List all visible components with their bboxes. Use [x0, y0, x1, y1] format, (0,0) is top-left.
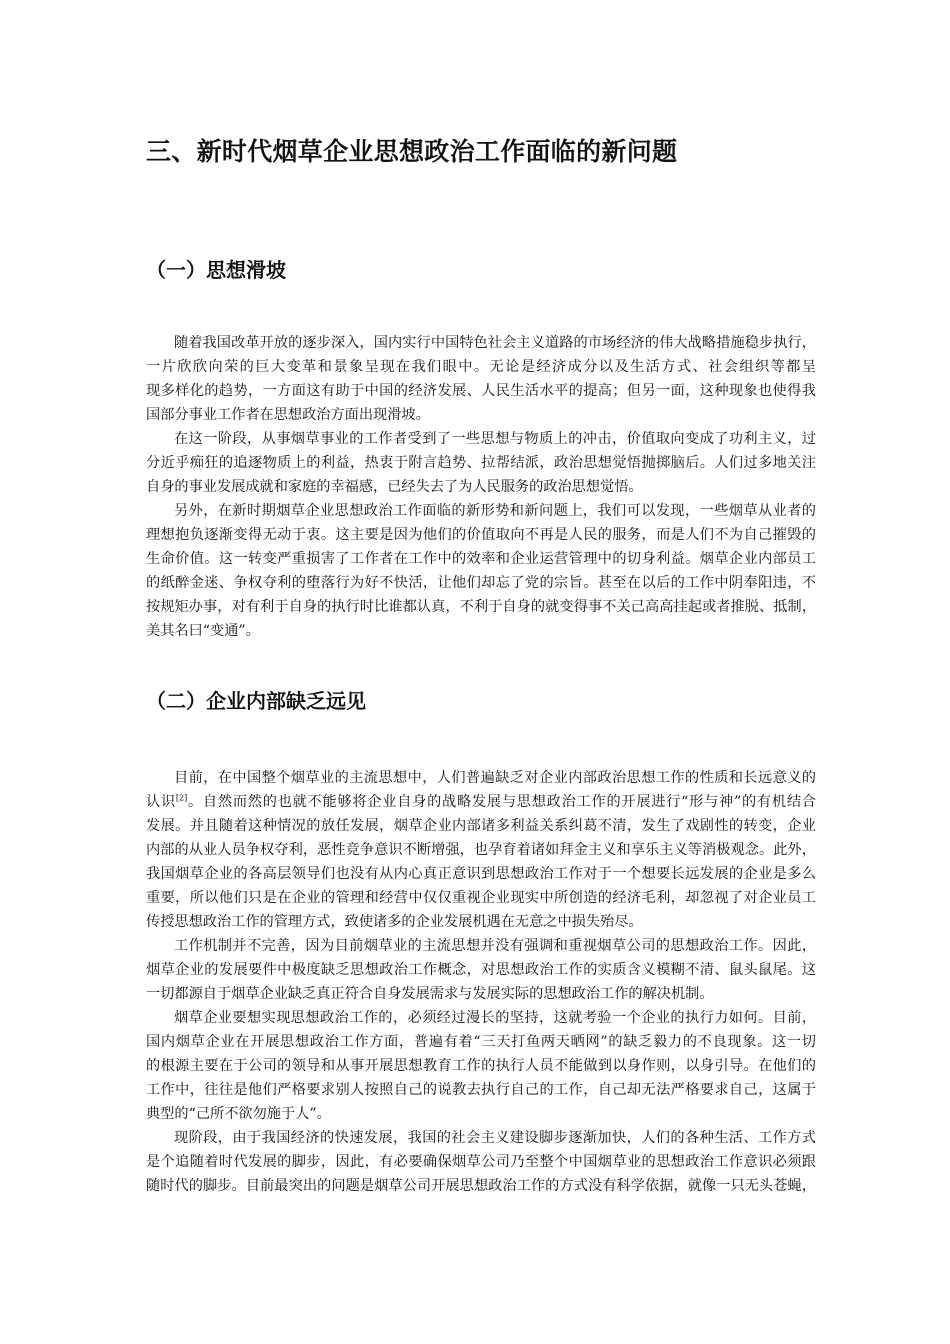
- text-line: 现阶段，由于我国经济的快速发展，我国的社会主义建设脚步逐渐加快，人们的各种生活、工作方式: [174, 1130, 816, 1146]
- paragraph: [146, 499, 816, 643]
- text-line: 一切都源自于烟草企业缺乏真正符合自身发展需求与发展实际的思想政治工作的解决机制。: [146, 986, 714, 1002]
- text-line: 传授思想政治工作的管理方式，致使诸多的企业发展机遇在无意之中损失殆尽。: [146, 914, 643, 930]
- section-title: 三、新时代烟草企业思想政治工作面临的新问题: [146, 137, 678, 166]
- text-line: 内部的从业人员争权夺利，恶性竞争意识不断增强，也孕育着诸如拜金主义和享乐主义等消极观念。此外，: [146, 842, 816, 858]
- text-line: 的纸醉金迷、争权夺利的堕落行为好不快活，让他们却忘了党的宗旨。甚至在以后的工作中阴奉阳违，不: [146, 575, 816, 591]
- text-line: 国部分事业工作者在思想政治方面出现滑坡。: [146, 407, 430, 423]
- text-line: 另外，在新时期烟草企业思想政治工作面临的新形势和新问题上，我们可以发现，一些烟草从业者的: [174, 503, 816, 519]
- paragraph: [146, 1006, 816, 1126]
- text-line: 随着我国改革开放的逐步深入，国内实行中国特色社会主义道路的市场经济的伟大战略措施稳步执行，: [174, 335, 816, 351]
- text-segment: 。自然而然的也就不能够将企业自身的战略发展与思想政治工作的开展进行“形与神”的有机结合: [187, 794, 816, 810]
- text-line: 国内烟草企业在开展思想政治工作方面，普遍有着“三天打鱼两天晒网”的缺乏毅力的不良现象。这一切: [146, 1034, 816, 1050]
- text-line: 按规矩办事，对有利于自身的执行时比谁都认真，不利于自身的就变得事不关己高高挂起或者推脱、抵制，: [146, 599, 816, 615]
- text-line: 一片欣欣向荣的巨大变革和景象呈现在我们眼中。无论是经济成分以及生活方式、社会组织等都呈: [146, 359, 816, 375]
- text-line: 工作中，往往是他们严格要求别人按照自己的说教去执行自己的工作，自己却无法严格要求自己，这属于: [146, 1082, 816, 1098]
- text-line: 理想抱负逐渐变得无动于衷。这主要是因为他们的价值取向不再是人民的服务，而是人们不为自己摧毁的: [146, 527, 816, 543]
- text-segment: 认识: [146, 794, 176, 810]
- paragraph: [146, 934, 816, 1006]
- text-line: 美其名曰“变通”。: [146, 623, 260, 639]
- paragraph: [146, 766, 816, 934]
- text-line: 在这一阶段，从事烟草事业的工作者受到了一些思想与物质上的冲击，价值取向变成了功利主义，过: [174, 431, 816, 447]
- text-line: 工作机制并不完善，因为目前烟草业的主流思想并没有强调和重视烟草公司的思想政治工作。因此，: [174, 938, 816, 954]
- text-line: 分近乎痴狂的追逐物质上的利益，热衷于附言趋势、拉帮结派，政治思想觉悟抛掷脑后。人们过多地关注: [146, 455, 816, 471]
- text-line-with-citation: [146, 790, 816, 814]
- subsection-heading-1: （一）思想滑坡: [146, 258, 286, 282]
- text-line: 目前，在中国整个烟草业的主流思想中，人们普遍缺乏对企业内部政治思想工作的性质和长远意义的: [174, 770, 816, 786]
- text-line: 烟草企业的发展要件中极度缺乏思想政治工作概念，对思想政治工作的实质含义模糊不清、鼠头鼠尾。这: [146, 962, 816, 978]
- text-line: 烟草企业要想实现思想政治工作的，必须经过漫长的坚持，这就考验一个企业的执行力如何。目前，: [174, 1010, 816, 1026]
- text-line: 我国烟草企业的各高层领导们也没有从内心真正意识到思想政治工作对于一个想要长远发展的企业是多么: [146, 866, 816, 882]
- subsection-1-body: [146, 331, 816, 643]
- text-line: 是个追随着时代发展的脚步，因此，有必要确保烟草公司乃至整个中国烟草业的思想政治工作意识必须跟: [146, 1154, 816, 1170]
- text-line: 现多样化的趋势，一方面这有助于中国的经济发展、人民生活水平的提高；但另一面，这种现象也使得我: [146, 383, 816, 399]
- text-line: 随时代的脚步。目前最突出的问题是烟草公司开展思想政治工作的方式没有科学依据，就像一只无头苍蝇，: [146, 1178, 816, 1194]
- text-line: 自身的事业发展成就和家庭的幸福感，已经失去了为人民服务的政治思想觉悟。: [146, 479, 643, 495]
- text-line: 的根源主要在于公司的领导和从事开展思想教育工作的执行人员不能做到以身作则，以身引导。在他们的: [146, 1058, 816, 1074]
- subsection-2-body: [146, 766, 816, 1198]
- paragraph: [146, 331, 816, 427]
- text-line: 重要，所以他们只是在企业的管理和经营中仅仅重视企业现实中所创造的经济毛利，却忽视了对企业员工: [146, 890, 816, 906]
- paragraph: [146, 1126, 816, 1198]
- text-line: 典型的“己所不欲勿施于人”。: [146, 1106, 331, 1122]
- subsection-heading-2: （二）企业内部缺乏远见: [146, 689, 366, 713]
- text-line: 生命价值。这一转变严重损害了工作者在工作中的效率和企业运营管理中的切身利益。烟草企业内部员工: [146, 551, 816, 567]
- text-line: 发展。并且随着这种情况的放任发展，烟草企业内部诸多利益关系纠葛不清，发生了戏剧性的转变，企业: [146, 818, 816, 834]
- paragraph: [146, 427, 816, 499]
- citation-marker: [2]: [175, 793, 188, 803]
